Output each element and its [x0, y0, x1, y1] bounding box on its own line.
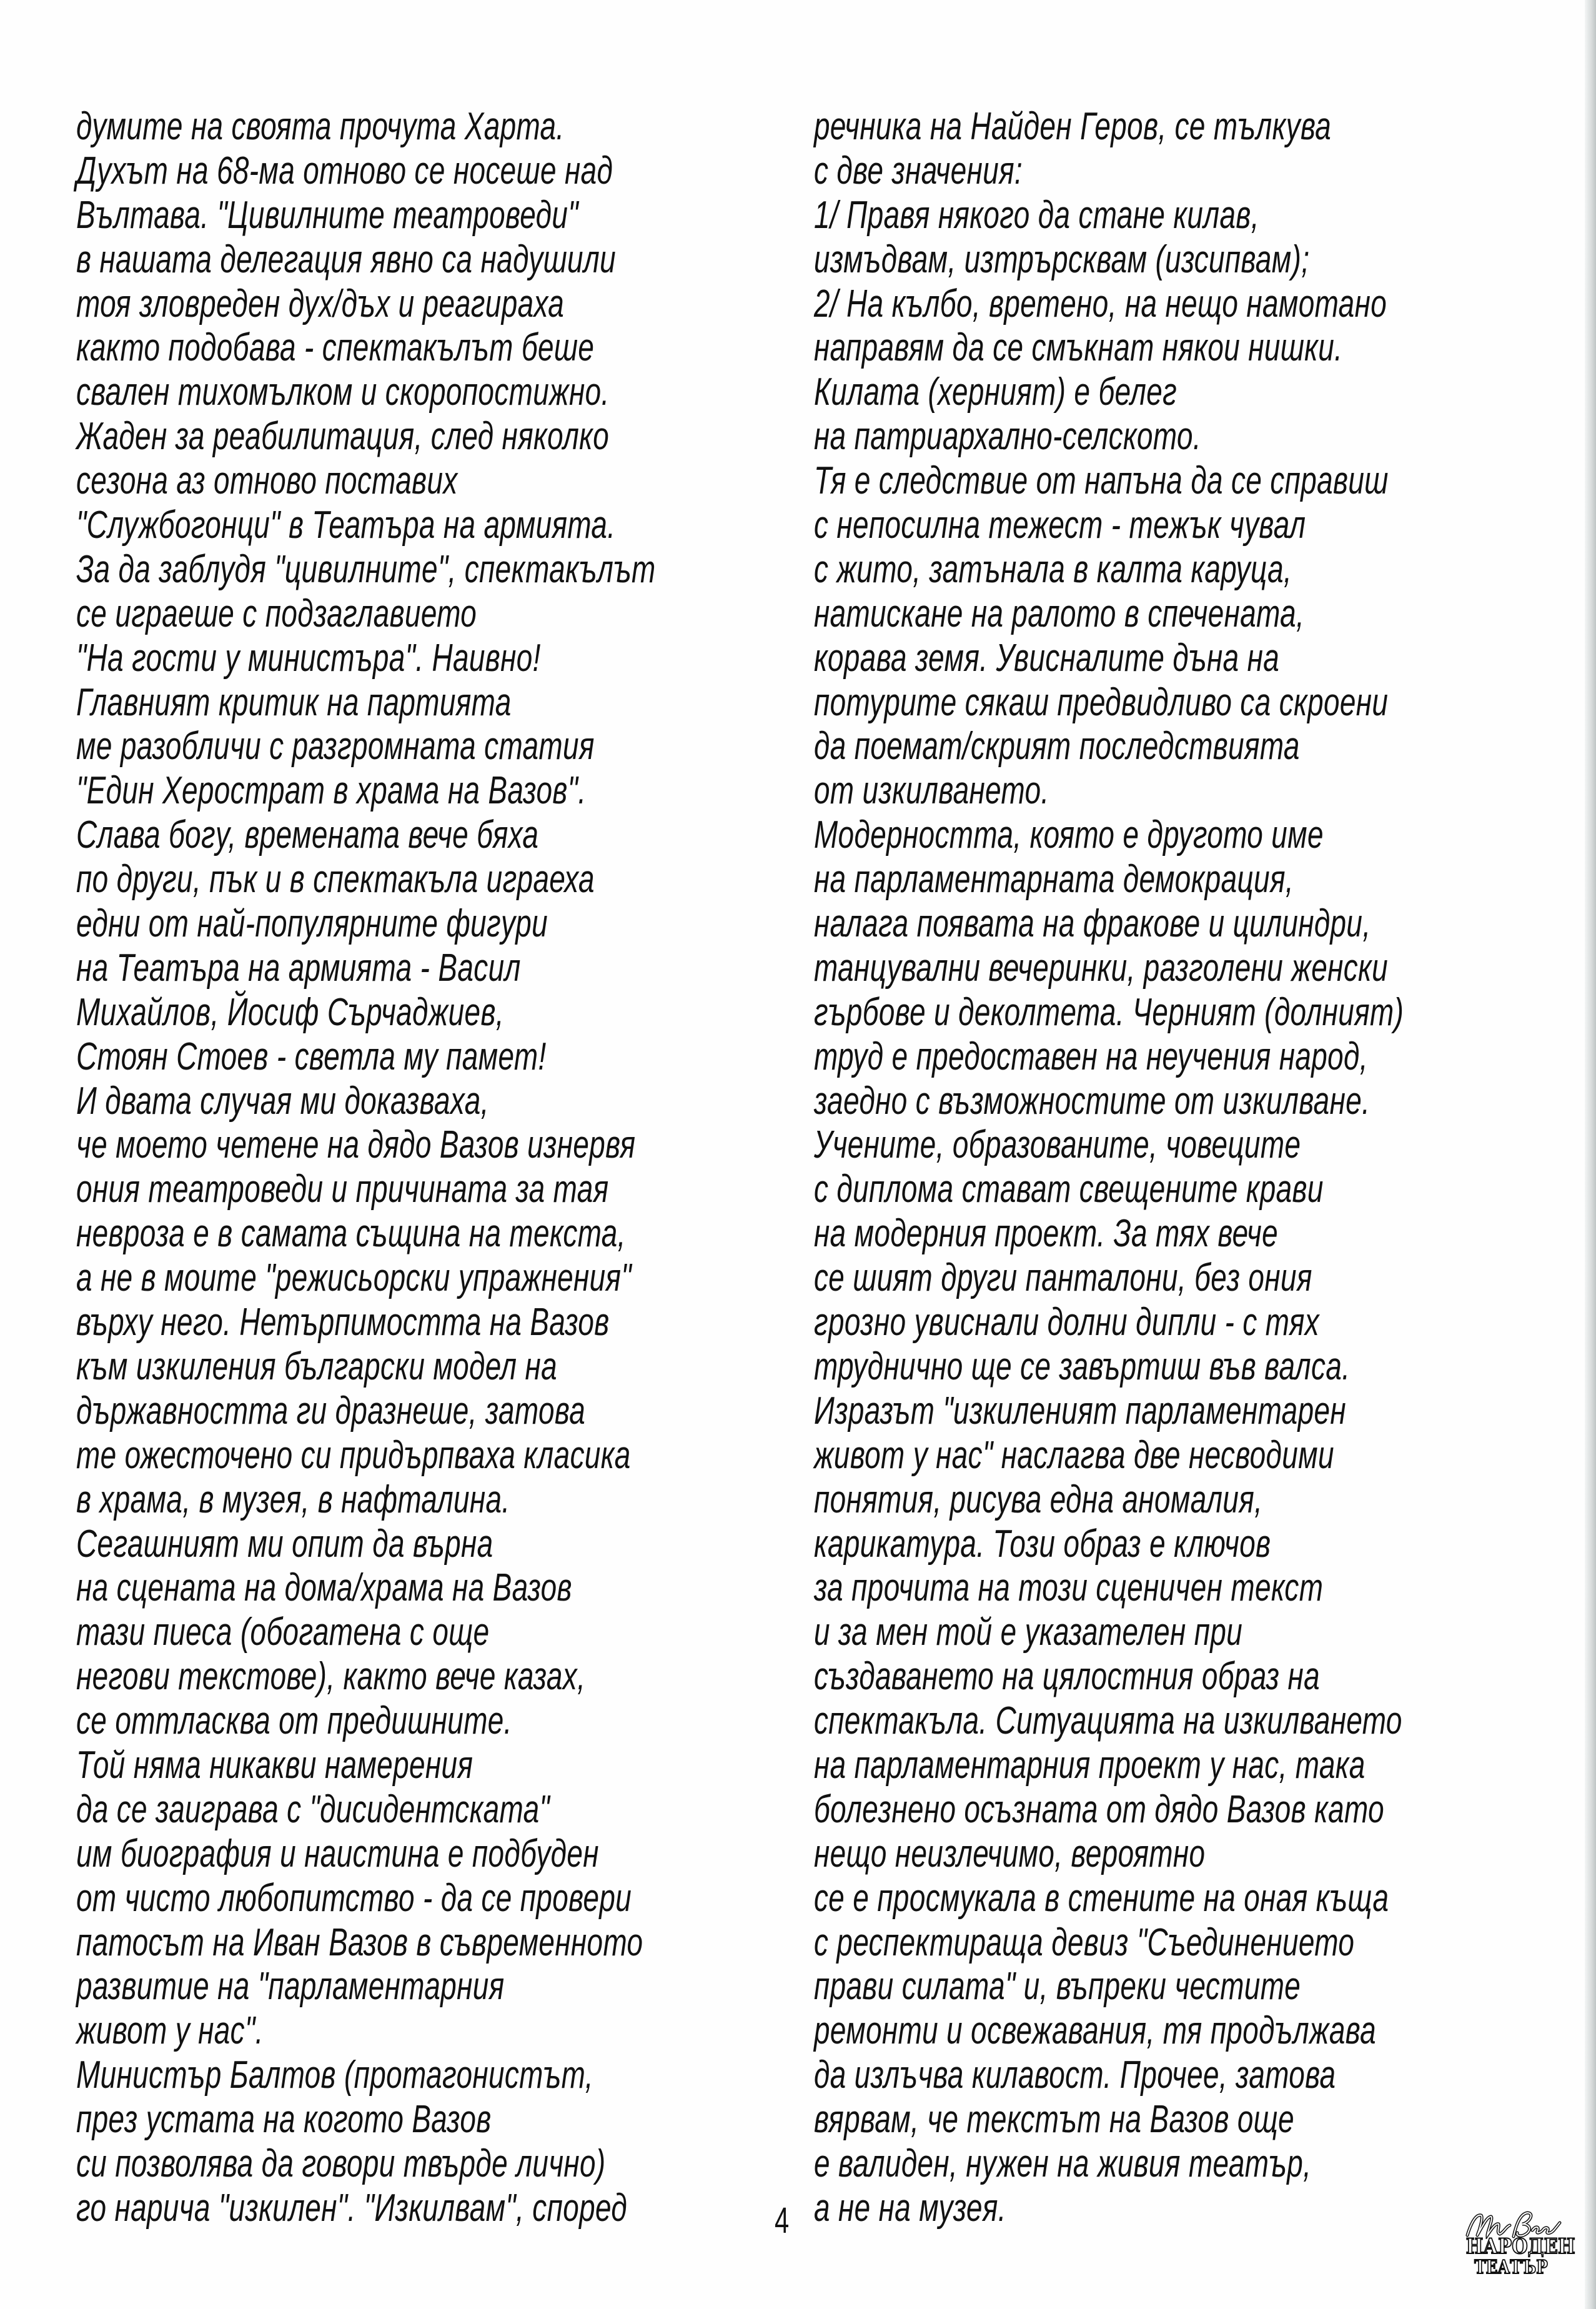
text-line: да поемат/скрият последствията: [814, 725, 1300, 768]
text-column-left: [76, 105, 782, 2231]
text-line: нещо неизлечимо, вероятно: [814, 1832, 1206, 1875]
page-number: 4: [775, 2200, 790, 2241]
text-line: на Театъра на армията - Васил: [76, 946, 521, 990]
text-line: си позволява да говори твърде лично): [76, 2142, 606, 2185]
text-line: болезнено осъзната от дядо Вазов като: [814, 1787, 1384, 1831]
text-line: сезона аз отново поставих: [76, 459, 458, 503]
text-line: направям да се смъкнат някои нишки.: [814, 326, 1343, 370]
text-line: за прочита на този сценичен текст: [814, 1566, 1324, 1610]
text-line: Модерността, която е другото име: [814, 813, 1324, 857]
text-line: 1/ Правя някого да стане килав,: [814, 193, 1259, 237]
page-edge-shadow: [1585, 0, 1596, 2309]
text-line: с респектираща девиз "Съединението: [814, 1920, 1355, 1964]
text-line: Стоян Стоев - светла му памет!: [76, 1035, 547, 1078]
text-line: Слава богу, времената вече бяха: [76, 813, 539, 857]
text-line: потурите сякаш предвидливо са скроени: [814, 680, 1389, 724]
text-line: труд е предоставен на неучения народ,: [814, 1035, 1368, 1078]
text-line: те ожесточено си придърпваха класика: [76, 1433, 631, 1477]
text-line: с диплома стават свещените крави: [814, 1168, 1324, 1211]
logo-text-line-1: НАРОДЕН: [1465, 2234, 1575, 2259]
text-line: Учените, образованите, човеците: [814, 1123, 1301, 1167]
text-line: живот у нас".: [76, 2009, 264, 2053]
text-line: свален тихомълком и скоропостижно.: [76, 370, 610, 414]
text-line: ония театроведи и причината за тая: [76, 1168, 609, 1211]
text-column-right: [814, 105, 1520, 2231]
text-line: гърбове и деколтета. Черният (долният): [814, 990, 1404, 1034]
text-line: на сцената на дома/храма на Вазов: [76, 1566, 572, 1610]
text-line: патосът на Иван Вазов в съвременното: [76, 1920, 643, 1964]
text-line: на модерния проект. За тях вече: [814, 1212, 1279, 1256]
text-line: измъдвам, изтрърсквам (изсипвам);: [814, 237, 1310, 281]
text-line: грозно увиснали долни дипли - с тях: [814, 1301, 1320, 1344]
text-line: натискане на ралото в спечената,: [814, 592, 1305, 635]
text-line: тази пиеса (обогатена с още: [76, 1611, 490, 1654]
text-line: думите на своята прочута Харта.: [76, 105, 565, 148]
text-line: се оттласква от предишните.: [76, 1699, 512, 1743]
text-line: както подобава - спектакълът беше: [76, 326, 595, 370]
text-line: Килата (херният) е белег: [814, 370, 1177, 414]
text-line: "Един Херострат в храма на Вазов".: [76, 769, 587, 813]
text-line: ме разобличи с разгромната статия: [76, 725, 595, 768]
text-line: труднично ще се завъртиш във валса.: [814, 1344, 1351, 1388]
text-line: се шият други панталони, без ония: [814, 1256, 1312, 1300]
text-line: с непосилна тежест - тежък чувал: [814, 504, 1306, 547]
text-line: карикатура. Този образ е ключов: [814, 1522, 1271, 1566]
text-line: вярвам, че текстът на Вазов още: [814, 2098, 1295, 2142]
text-line: тоя зловреден дух/дъх и реагираха: [76, 282, 565, 325]
text-line: заедно с възможностите от изкилване.: [814, 1079, 1370, 1123]
text-line: по други, пък и в спектакъла играеха: [76, 858, 595, 901]
text-line: им биография и наистина е подбуден: [76, 1832, 599, 1875]
text-line: Главният критик на партията: [76, 680, 512, 724]
text-line: прави силата" и, въпреки честите: [814, 1965, 1301, 2009]
text-line: а не в моите "режисьорски упражнения": [76, 1256, 632, 1300]
text-line: Михайлов, Йосиф Сърчаджиев,: [76, 990, 504, 1034]
text-line: корава земя. Увисналите дъна на: [814, 636, 1280, 680]
text-line: "Службогонци" в Театъра на армията.: [76, 504, 616, 547]
text-line: Изразът "изкиленият парламентарен: [814, 1389, 1346, 1433]
text-line: Той няма никакви намерения: [76, 1743, 473, 1787]
text-line: а не на музея.: [814, 2186, 1006, 2230]
text-line: невроза е в самата същина на текста,: [76, 1212, 626, 1256]
text-line: го нарича "изкилен". "Изкилвам", според: [76, 2186, 628, 2230]
text-line: създаването на цялостния образ на: [814, 1655, 1321, 1699]
text-line: се е просмукала в стените на оная къща: [814, 1876, 1389, 1920]
text-line: че моето четене на дядо Вазов изнервя: [76, 1123, 636, 1167]
text-line: в храма, в музея, в нафталина.: [76, 1477, 510, 1521]
text-line: от чисто любопитство - да се провери: [76, 1876, 632, 1920]
text-line: Жаден за реабилитация, след няколко: [76, 415, 610, 459]
text-line: от изкилването.: [814, 769, 1049, 813]
text-line: речника на Найден Геров, се тълкува: [814, 105, 1332, 148]
text-line: танцувални вечеринки, разголени женски: [814, 946, 1388, 990]
text-line: 2/ На кълбо, вретено, на нещо намотано: [814, 282, 1387, 325]
text-line: И двата случая ми доказваха,: [76, 1079, 489, 1123]
text-line: Тя е следствие от напъна да се справиш: [814, 459, 1389, 503]
text-line: се играеше с подзаглавието: [76, 592, 477, 635]
text-line: е валиден, нужен на живия театър,: [814, 2142, 1312, 2185]
text-line: Сегашният ми опит да върна: [76, 1522, 493, 1566]
national-theatre-logo: [1459, 2210, 1575, 2279]
text-line: За да заблудя "цивилните", спектакълът: [76, 547, 656, 591]
text-line: държавността ги дразнеше, затова: [76, 1389, 586, 1433]
text-line: "На гости у министъра". Наивно!: [76, 636, 541, 680]
text-line: да излъчва килавост. Прочее, затова: [814, 2053, 1336, 2097]
text-line: към изкиления български модел на: [76, 1344, 558, 1388]
text-line: живот у нас" наслагва две несводими: [814, 1433, 1334, 1477]
text-line: и за мен той е указателен при: [814, 1611, 1243, 1654]
text-line: Духът на 68-ма отново се носеше над: [76, 149, 613, 192]
text-line: налага появата на фракове и цилиндри,: [814, 902, 1371, 946]
logo-text-line-2: ТЕАТЪР: [1474, 2257, 1548, 2278]
text-line: Вълтава. "Цивилните театроведи": [76, 193, 578, 237]
text-line: на парламентарния проект у нас, така: [814, 1743, 1366, 1787]
text-line: с две значения:: [814, 149, 1023, 192]
text-line: Министър Балтов (протагонистът,: [76, 2053, 593, 2097]
text-line: ремонти и освежавания, тя продължава: [814, 2009, 1377, 2053]
text-line: в нашата делегация явно са надушили: [76, 237, 617, 281]
text-line: с жито, затънала в калта каруца,: [814, 547, 1292, 591]
text-line: през устата на когото Вазов: [76, 2098, 492, 2142]
text-line: развитие на "парламентарния: [76, 1965, 505, 2009]
text-line: негови текстове), както вече казах,: [76, 1655, 586, 1699]
text-line: едни от най-популярните фигури: [76, 902, 548, 946]
text-line: понятия, рисува една аномалия,: [814, 1477, 1263, 1521]
text-line: на парламентарната демокрация,: [814, 858, 1294, 901]
text-line: спектакъла. Ситуацията на изкилването: [814, 1699, 1402, 1743]
text-line: върху него. Нетърпимостта на Вазов: [76, 1301, 610, 1344]
text-line: на патриархално-селското.: [814, 415, 1202, 459]
text-line: да се заиграва с "дисидентската": [76, 1787, 550, 1831]
